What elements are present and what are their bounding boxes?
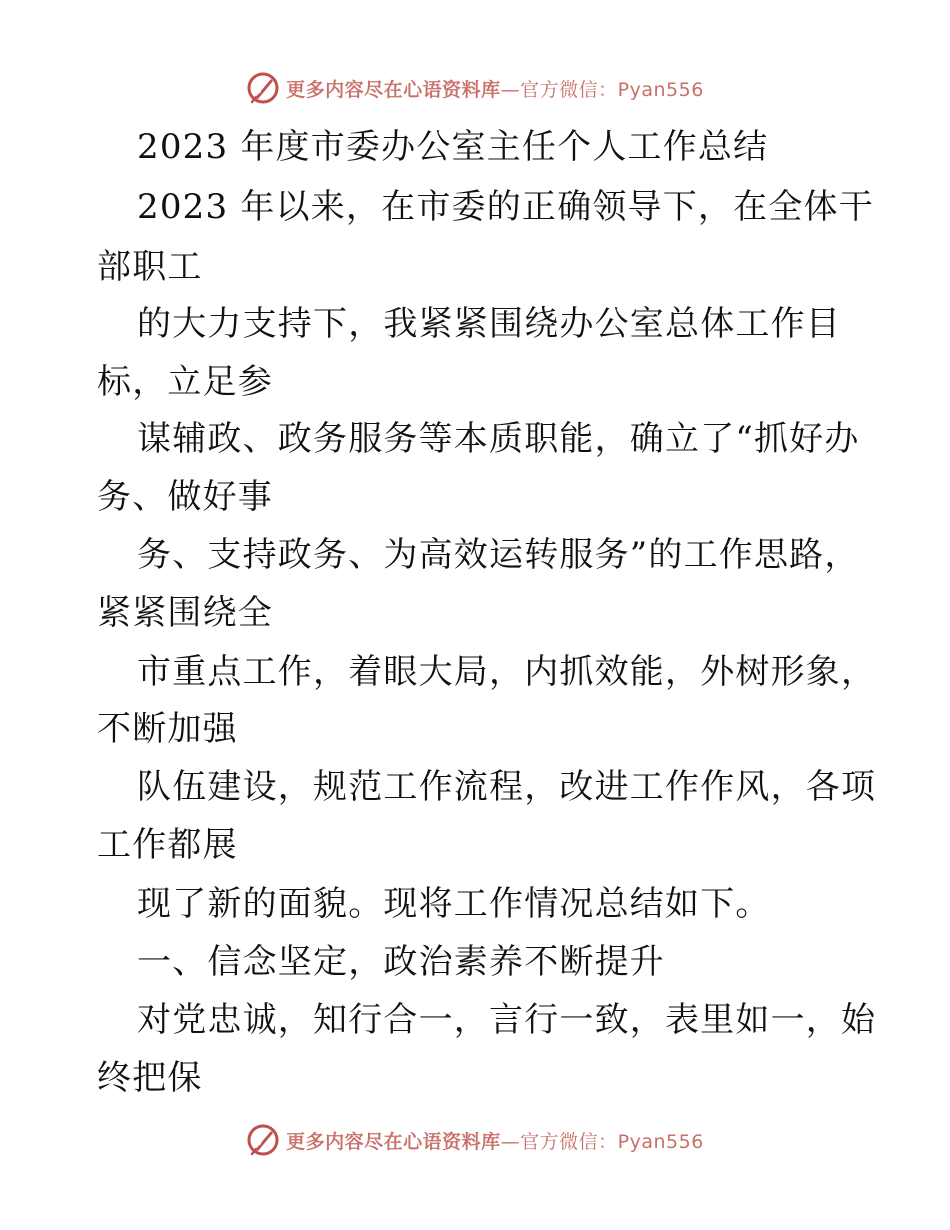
paragraph-line: 部职工 (97, 247, 203, 287)
quill-pen-icon (246, 71, 280, 105)
paragraph-line: 务、做好事 (97, 477, 273, 517)
paragraph-line: 务、支持政务、为高效运转服务”的工作思路， (137, 535, 860, 575)
paragraph-line: 谋辅政、政务服务等本质职能，确立了“抓好办 (137, 419, 860, 459)
watermark-separator: — (500, 1130, 521, 1153)
watermark-brand: 更多内容尽在心语资料库 (286, 78, 501, 101)
paragraph-line: 紧紧围绕全 (97, 593, 273, 633)
paragraph-line: 队伍建设，规范工作流程，改进工作作风，各项 (137, 767, 877, 807)
paragraph-line: 标，立足参 (97, 362, 273, 402)
paragraph-line: 市重点工作，着眼大局，内抓效能，外树形象， (137, 652, 877, 692)
watermark-header (0, 68, 950, 108)
paragraph-line: 的大力支持下，我紧紧围绕办公室总体工作目 (137, 304, 841, 344)
watermark-contact: 官方微信：Pyan556 (520, 78, 704, 101)
paragraph-line: 工作都展 (97, 825, 238, 865)
watermark-text (286, 1127, 704, 1154)
paragraph-line: 终把保 (97, 1058, 203, 1098)
watermark-text (286, 75, 704, 102)
watermark-contact: 官方微信：Pyan556 (520, 1130, 704, 1153)
paragraph-line: 现了新的面貌。现将工作情况总结如下。 (137, 884, 771, 924)
paragraph-line: 2023 年以来，在市委的正确领导下，在全体干 (137, 187, 874, 227)
watermark-separator: — (500, 78, 521, 101)
quill-pen-icon (246, 1123, 280, 1157)
watermark-brand: 更多内容尽在心语资料库 (286, 1130, 501, 1153)
watermark-footer (0, 1120, 950, 1160)
paragraph-line: 对党忠诚，知行合一，言行一致，表里如一，始 (137, 1000, 877, 1040)
document-title: 2023 年度市委办公室主任个人工作总结 (137, 127, 769, 167)
paragraph-line: 不断加强 (97, 709, 238, 749)
section-heading: 一、信念坚定，政治素养不断提升 (137, 942, 665, 982)
